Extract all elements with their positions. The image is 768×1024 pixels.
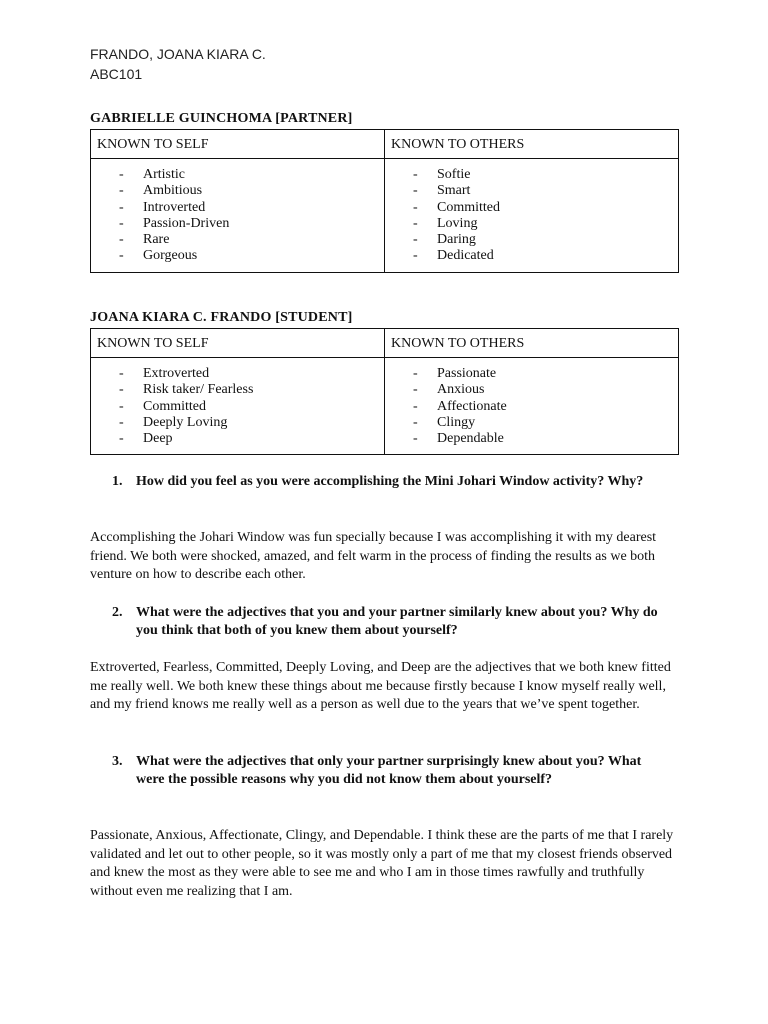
list-item: - Dedicated xyxy=(413,248,678,264)
student-col-others-header: KNOWN TO OTHERS xyxy=(385,329,679,358)
question-text: What were the adjectives that you and your partner similarly knew about you? Why do you think that both of you knew them about yourself? xyxy=(136,605,658,638)
list-item: - Affectionate xyxy=(413,399,678,415)
student-self-list xyxy=(91,366,384,447)
question-1 xyxy=(112,473,672,491)
student-johari-table xyxy=(90,328,679,455)
student-name: FRANDO, JOANA KIARA C. xyxy=(90,46,266,62)
list-item: - Introverted xyxy=(119,200,384,216)
list-item: - Committed xyxy=(413,200,678,216)
partner-self-list xyxy=(91,167,384,265)
list-item: - Rare xyxy=(119,232,384,248)
partner-col-self-header: KNOWN TO SELF xyxy=(91,130,385,159)
question-text: What were the adjectives that only your partner surprisingly knew about you? What were the possible reasons why you did not know them about yourself? xyxy=(136,754,642,787)
student-col-self-header: KNOWN TO SELF xyxy=(91,329,385,358)
answer-1: Accomplishing the Johari Window was fun specially because I was accomplishing it with my dearest friend. We both were shocked, amazed, and felt warm in the process of finding the results as we both venture on how to describe each other. xyxy=(90,530,657,583)
list-item: - Gorgeous xyxy=(119,248,384,264)
partner-self-cell xyxy=(91,159,385,273)
question-2 xyxy=(112,604,672,640)
list-item: - Passionate xyxy=(413,366,678,382)
list-item: - Dependable xyxy=(413,431,678,447)
list-item: - Anxious xyxy=(413,382,678,398)
question-number: 3. xyxy=(112,754,123,769)
list-item: - Artistic xyxy=(119,167,384,183)
student-others-cell xyxy=(385,358,679,455)
partner-johari-table xyxy=(90,129,679,273)
list-item: - Deep xyxy=(119,431,384,447)
student-others-list xyxy=(385,366,678,447)
list-item: - Softie xyxy=(413,167,678,183)
partner-col-others-header: KNOWN TO OTHERS xyxy=(385,130,679,159)
list-item: - Clingy xyxy=(413,415,678,431)
list-item: - Risk taker/ Fearless xyxy=(119,382,384,398)
partner-others-cell xyxy=(385,159,679,273)
partner-others-list xyxy=(385,167,678,265)
question-3 xyxy=(112,753,672,789)
list-item: - Smart xyxy=(413,183,678,199)
answer-2: Extroverted, Fearless, Committed, Deeply Loving, and Deep are the adjectives that we both knew fitted me really well. We both knew these things about me because firstly because I know myself really well, and my friend knows me really well as a person as well due to the years that we’ve spent together. xyxy=(90,660,671,713)
question-text: How did you feel as you were accomplishing the Mini Johari Window activity? Why? xyxy=(136,474,644,489)
partner-title: GABRIELLE GUINCHOMA [PARTNER] xyxy=(90,111,353,126)
question-number: 2. xyxy=(112,605,123,620)
list-item: - Ambitious xyxy=(119,183,384,199)
student-self-cell xyxy=(91,358,385,455)
list-item: - Daring xyxy=(413,232,678,248)
list-item: - Committed xyxy=(119,399,384,415)
list-item: - Loving xyxy=(413,216,678,232)
section-code: ABC101 xyxy=(90,66,143,82)
student-title: JOANA KIARA C. FRANDO [STUDENT] xyxy=(90,310,353,325)
question-number: 1. xyxy=(112,474,123,489)
list-item: - Passion-Driven xyxy=(119,216,384,232)
answer-3: Passionate, Anxious, Affectionate, Clingy, and Dependable. I think these are the parts of me that I rarely validated and let out to other people, so it was mostly only a part of me that my closest friends observed and knew the most as they were able to see me and who I am in those times rawfully and truthfully without even me realizing that I am. xyxy=(90,828,674,899)
list-item: - Extroverted xyxy=(119,366,384,382)
list-item: - Deeply Loving xyxy=(119,415,384,431)
